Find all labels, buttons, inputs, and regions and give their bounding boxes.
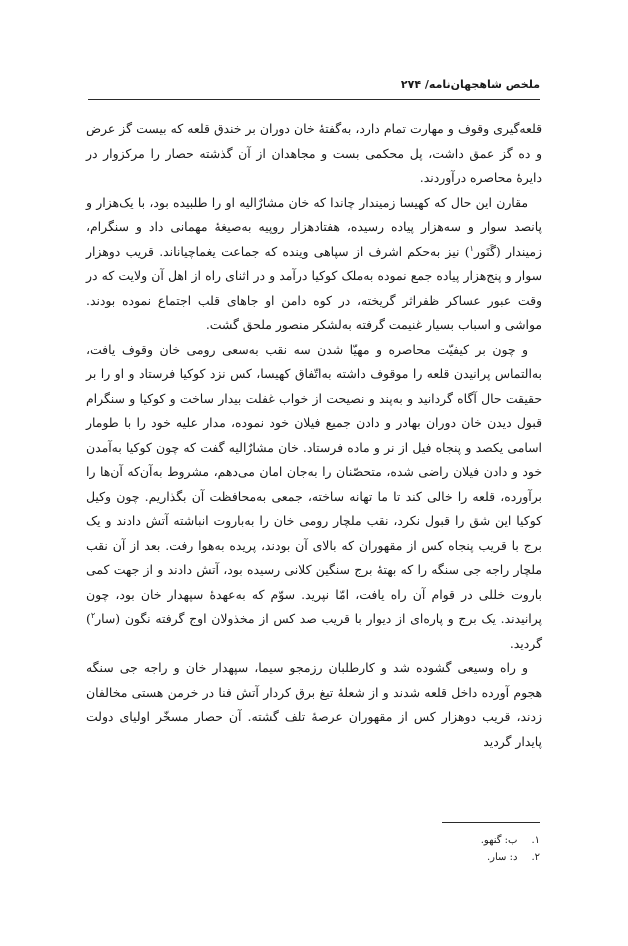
footnote-ref-2: ۲ xyxy=(90,610,96,620)
header-rule xyxy=(88,99,540,100)
footnote-1 xyxy=(88,832,540,849)
paragraph-2-part-b: ) نیز به‌حکم اشرف از سپاهی وینده که جماعت یغماچیاناند. قریب دوهزار سوار و پنج‌هزار پیاده جمع نموده به‌ملک کوکیا درآمد و در اثنای راه از اهل آن ولایت که در وقت عبور عساکر ظفراثر گریخته، در کوه دامن او جاهای قلب اجتماع نموده بودند. مواشی و اسباب بسیار غنیمت گرفته به‌لشکر منصور ملحق گشت. xyxy=(86,243,542,332)
footnote-ref-1: ۱ xyxy=(469,243,474,253)
footnote-2 xyxy=(88,849,540,866)
paragraph-4: و راه وسیعی گشوده شد و کارطلبان رزمجو سیما، سپهدار خان و راجه جی سنگه هجوم آورده داخل قلعه شدند و از شعلهٔ تیغ برق کردار آتش فنا در خرمن هستی مخالفان زدند، قریب دوهزار کس از مقهوران عرصهٔ تلف گشته. آن حصار مسخّر اولیای دولت پایدار گردید xyxy=(86,660,542,749)
footnote-rule xyxy=(442,822,540,823)
paragraph-3-part-b: ) گردید. xyxy=(86,611,542,651)
footnotes xyxy=(88,832,540,866)
footnote-number: ۱. xyxy=(531,835,540,846)
paragraph-3 xyxy=(86,338,542,657)
footnote-text: ب: گنهو. xyxy=(480,835,518,846)
paragraph-2-part-a: مقارن این حال که کهیسا زمیندار چاندا که خان مشارٌالیه او را طلبیده بود، با یک‌هزار و پانصد سوار و سه‌هزار پیاده رسیده، هفتادهزار روپیه به‌صیغهٔ مهمانی داد و سنگرام، زمیندار (گَنَور xyxy=(86,194,542,259)
footnote-number: ۲. xyxy=(531,852,540,863)
body-text xyxy=(86,117,542,754)
running-header: ملخص شاهجهان‌نامه/ ۲۷۴ xyxy=(400,78,540,91)
paragraph-1: قلعه‌گیری وقوف و مهارت تمام دارد، به‌گفتهٔ خان دوران بر خندق قلعه که بیست گز عرض و ده گز عمق داشت، پل محکمی بست و مجاهدان از آن گذشته حصار را مرکزوار در دایرهٔ محاصره درآوردند. xyxy=(86,121,542,185)
footnote-text: د: سار. xyxy=(487,852,518,863)
paragraph-3-part-a: و چون بر کیفیّت محاصره و مهیّا شدن سه نقب به‌سعی رومی خان وقوف یافت، به‌التماس پرانیدن قلعه را موقوف داشته به‌اتّفاق کهیسا، کس نزد کوکیا فرستاد و او را بر حقیقت حال آگاه گردانید و به‌پند و نصیحت از خواب غفلت بیدار ساخت و کوکیا و سنگرام قبول دیدن خان دوران بهادر و دادن جمیع فیلان خود نموده، مدار علیه خود را با طومار اسامی یکصد و پنجاه فیل از نر و ماده فرستاد. خان مشارٌالیه گفت که چون کوکیا به‌آمدن خود و دادن فیلان راضی شده، متحصّنان را به‌جان امان می‌دهم، مشروط به‌آن‌که آن‌ها را برآورده، قلعه را خالی کند تا ما تهانه ساخته، جمعی به‌محافظت آن بگذاریم. چون وکیل کوکیا این شق را قبول نکرد، نقب ملچار رومی خان را به‌باروت انباشته آتش دادند و یک برج با قریب پنجاه کس از مقهوران که بالای آن بودند، پریده به‌هوا رفت. بعد از آن نقب ملچار راجه جی سنگه را که بهتهٔ برج سنگین کلانی رسیده بود، آتش دادند و از جهت کمی باروت خللی در قوام آن راه یافت، امّا نپرید. سوّم که به‌عهدهٔ سپهدار خان بود، چون پرانیدند. یک برج و پاره‌ای از دیوار با قریب صد کس از مخذولان اوج گرفته نگون (سار xyxy=(86,341,542,626)
paragraph-2 xyxy=(86,191,542,338)
